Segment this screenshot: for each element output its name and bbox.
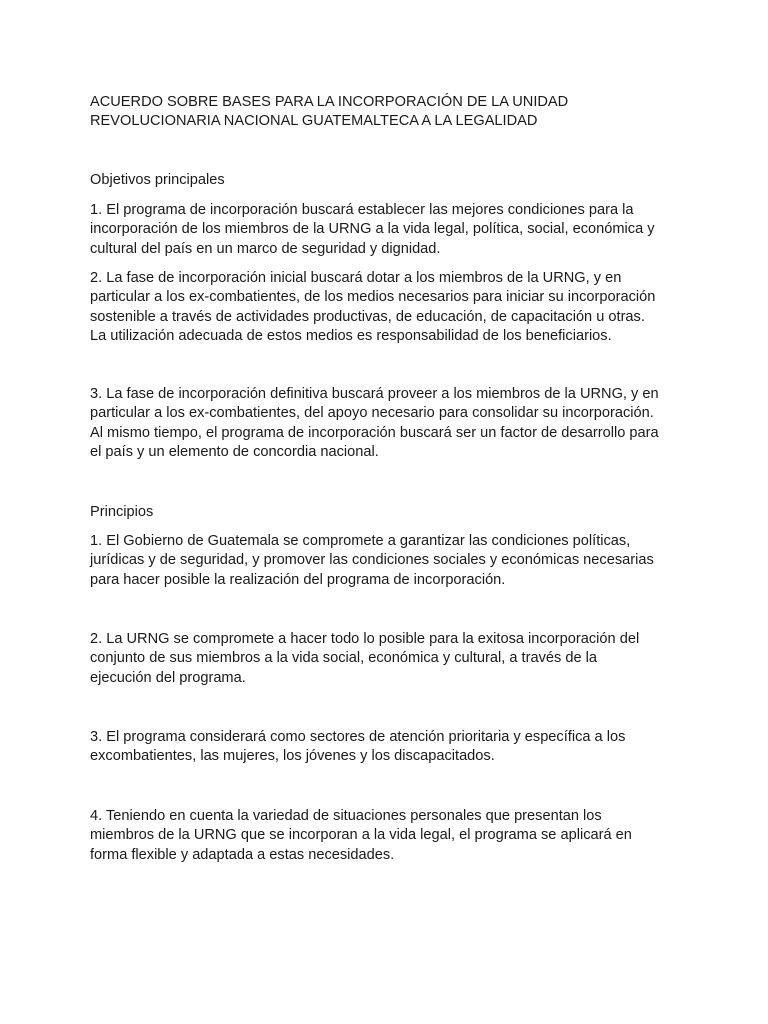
section-heading-objetivos: Objetivos principales <box>90 172 225 188</box>
objetivo-paragraph-3: 3. La fase de incorporación definitiva buscará proveer a los miembros de la URNG, y en particular a los ex-combatientes, del apoyo necesario para consolidar su incorporación. Al mismo tiempo, el programa de incorporación buscará ser un factor de desarrollo para el país y un elemento de concordia nacional. <box>90 386 659 461</box>
document-title: ACUERDO SOBRE BASES PARA LA INCORPORACIÓN DE LA UNIDAD REVOLUCIONARIA NACIONAL GUATEMALTECA A LA LEGALIDAD <box>90 94 569 130</box>
principio-paragraph-2: 2. La URNG se compromete a hacer todo lo posible para la exitosa incorporación del conjunto de sus miembros a la vida social, económica y cultural, a través de la ejecución del programa. <box>90 631 640 686</box>
principio-paragraph-3: 3. El programa considerará como sectores de atención prioritaria y específica a los excombatientes, las mujeres, los jóvenes y los discapacitados. <box>90 729 626 765</box>
objetivo-paragraph-2: 2. La fase de incorporación inicial buscará dotar a los miembros de la URNG, y en particular a los ex-combatientes, de los medios necesarios para iniciar su incorporación sostenible a través de actividades productivas, de educación, de capacitación u otras. La utilización adecuada de estos medios es responsabilidad de los beneficiarios. <box>90 270 656 345</box>
objetivo-paragraph-1: 1. El programa de incorporación buscará establecer las mejores condiciones para la incorporación de los miembros de la URNG a la vida legal, política, social, económica y cultural del país en un marco de seguridad y dignidad. <box>90 202 655 257</box>
section-heading-principios: Principios <box>90 504 154 520</box>
principio-paragraph-1: 1. El Gobierno de Guatemala se compromete a garantizar las condiciones políticas, jurídicas y de seguridad, y promover las condiciones sociales y económicas necesarias para hacer posible la realización del programa de incorporación. <box>90 533 654 588</box>
principio-paragraph-4: 4. Teniendo en cuenta la variedad de situaciones personales que presentan los miembros de la URNG que se incorporan a la vida legal, el programa se aplicará en forma flexible y adaptada a estas necesidades. <box>90 808 632 863</box>
